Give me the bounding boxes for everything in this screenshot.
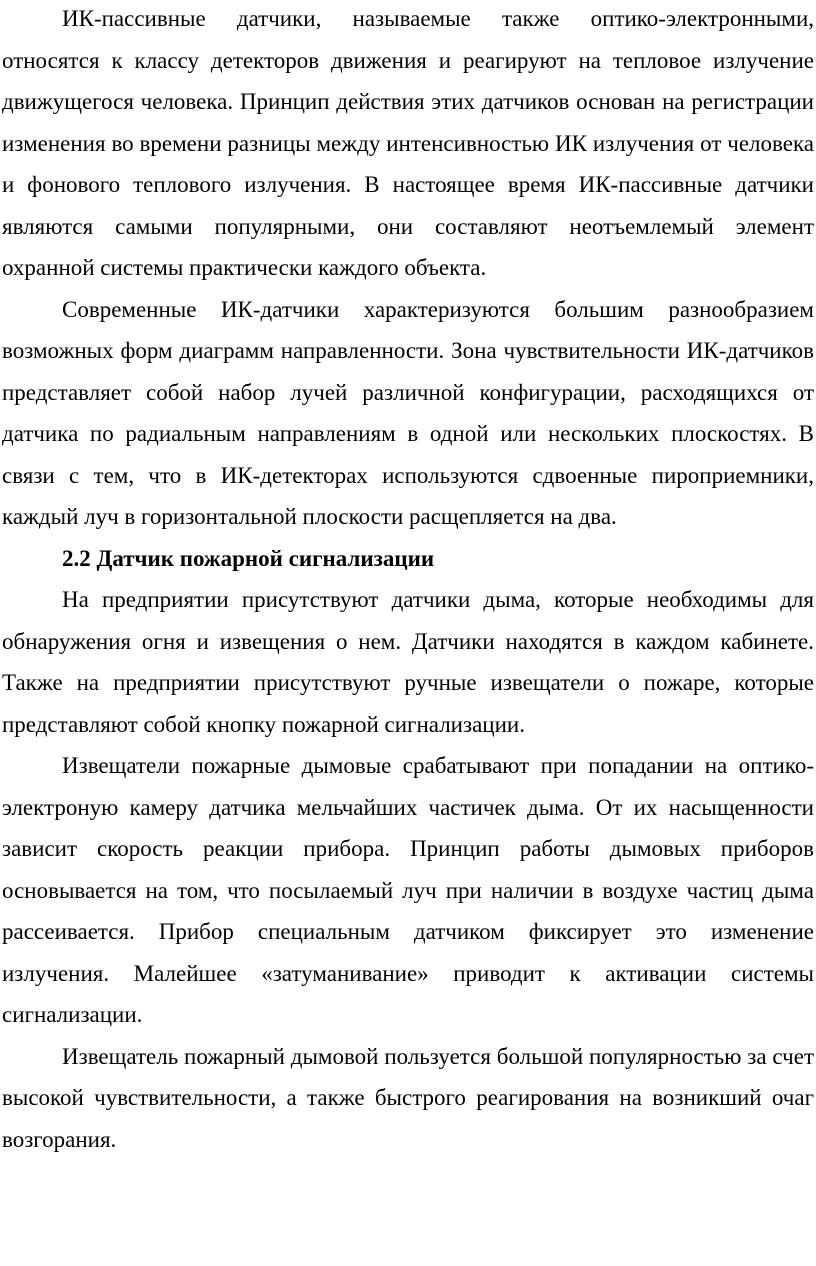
paragraph-ir-sensor-zones: Современные ИК-датчики характеризуются большим разнообразием возможных форм диаграмм направленности. Зона чувствительности ИК-датчиков представляет собой набор лучей различной конфигурации, расходящихся от датчика по радиальным направлениям в одной или нескольких плоскостях. В связи с тем, что в ИК-детекторах используются сдвоенные пироприемники, каждый луч в горизонтальной плоскости расщепляется на два. (2, 296, 814, 529)
paragraph-smoke-detector-popularity: Извещатель пожарный дымовой пользуется большой популярностью за счет высокой чувствительности, а также быстрого реагирования на возникший очаг возгорания. (2, 1043, 814, 1152)
section-heading: 2.2 Датчик пожарной сигнализации (62, 545, 435, 571)
paragraph-ir-passive-sensors: ИК-пассивные датчики, называемые также оптико-электронными, относятся к классу детекторов движения и реагируют на тепловое излучение движущегося человека. Принцип действия этих датчиков основан на регистрации изменения во времени разницы между интенсивностью ИК излучения от человека и фонового теплового излучения. В настоящее время ИК-пассивные датчики являются самыми популярными, они составляют неотъемлемый элемент охранной системы практически каждого объекта. (2, 6, 814, 280)
paragraph-smoke-detector-principle: Извещатели пожарные дымовые срабатывают при попадании на оптико-электроную камеру датчика мельчайших частичек дыма. От их насыщенности зависит скорость реакции прибора. Принцип работы дымовых приборов основывается на том, что посылаемый луч при наличии в воздухе частиц дыма рассеивается. Прибор специальным датчиком фиксирует это изменение излучения. Малейшее «затуманивание» приводит к активации системы сигнализации. (2, 753, 814, 1027)
paragraph-smoke-detectors: На предприятии присутствуют датчики дыма, которые необходимы для обнаружения огня и извещения о нем. Датчики находятся в каждом кабинете. Также на предприятии присутствуют ручные извещатели о пожаре, которые представляют собой кнопку пожарной сигнализации. (2, 587, 814, 737)
